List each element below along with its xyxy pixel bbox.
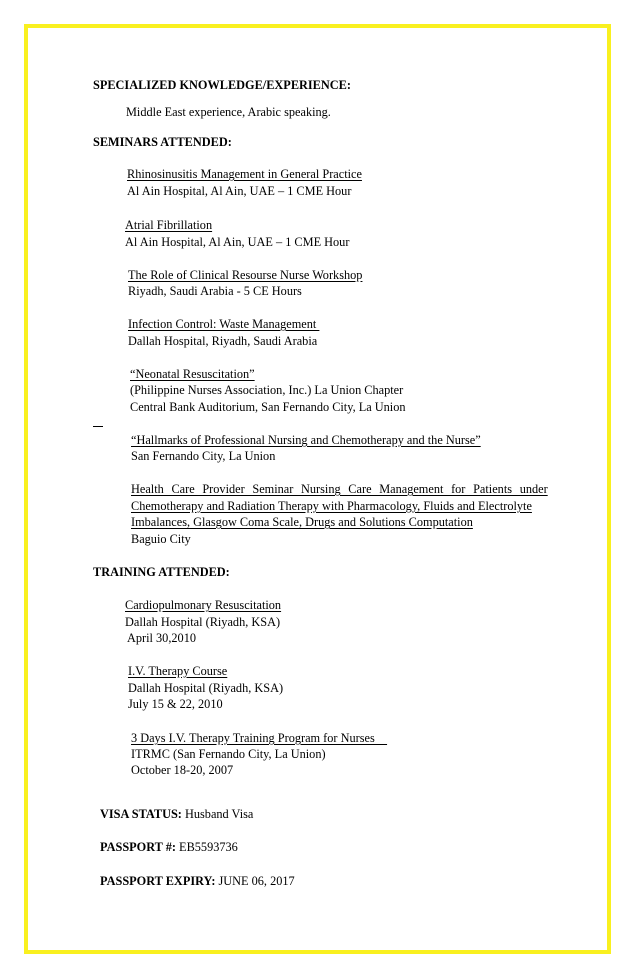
- passport-number-value: EB5593736: [175, 840, 238, 854]
- passport-expiry-value: JUNE 06, 2017: [215, 874, 295, 888]
- training-title: 3 Days I.V. Therapy Training Program for Nurses: [131, 731, 388, 745]
- seminar-organizer: (Philippine Nurses Association, Inc.) La Union Chapter: [130, 383, 404, 397]
- specialized-heading: SPECIALIZED KNOWLEDGE/EXPERIENCE:: [93, 78, 351, 92]
- seminars-heading: SEMINARS ATTENDED:: [93, 135, 232, 149]
- stray-dash: [93, 426, 103, 427]
- visa-status-value: Husband Visa: [181, 807, 254, 821]
- visa-status: [100, 807, 253, 822]
- seminar-title: “Neonatal Resuscitation”: [130, 367, 255, 381]
- passport-number-label: PASSPORT #:: [100, 840, 176, 854]
- training-location: Dallah Hospital (Riyadh, KSA): [128, 681, 284, 695]
- seminar-location: Riyadh, Saudi Arabia - 5 CE Hours: [128, 284, 302, 298]
- seminar-title: “Hallmarks of Professional Nursing and Chemotherapy and the Nurse”: [131, 433, 481, 447]
- specialized-text: Middle East experience, Arabic speaking.: [126, 105, 331, 119]
- seminar-title-line: Chemotherapy and Radiation Therapy with Pharmacology, Fluids and Electrolyte: [131, 499, 532, 513]
- training-date: October 18-20, 2007: [131, 763, 234, 777]
- training-date: April 30,2010: [127, 631, 196, 645]
- seminar-title: Rhinosinusitis Management in General Practice: [127, 167, 362, 181]
- seminar-location: Al Ain Hospital, Al Ain, UAE – 1 CME Hour: [125, 235, 350, 249]
- training-location: ITRMC (San Fernando City, La Union): [131, 747, 326, 761]
- seminar-title: The Role of Clinical Resourse Nurse Workshop: [128, 268, 363, 282]
- passport-number: [100, 840, 238, 855]
- seminar-location: Dallah Hospital, Riyadh, Saudi Arabia: [128, 334, 318, 348]
- seminar-title: Infection Control: Waste Management: [128, 317, 320, 331]
- training-title: Cardiopulmonary Resuscitation: [125, 598, 282, 612]
- seminar-title: Atrial Fibrillation: [125, 218, 213, 232]
- seminar-location: Central Bank Auditorium, San Fernando City, La Union: [130, 400, 406, 414]
- passport-expiry: [100, 874, 295, 889]
- seminar-location: Baguio City: [131, 532, 191, 546]
- seminar-location: Al Ain Hospital, Al Ain, UAE – 1 CME Hour: [127, 184, 352, 198]
- passport-expiry-label: PASSPORT EXPIRY:: [100, 874, 216, 888]
- training-date: July 15 & 22, 2010: [128, 697, 223, 711]
- training-location: Dallah Hospital (Riyadh, KSA): [125, 615, 281, 629]
- seminar-title-line: Imbalances, Glasgow Coma Scale, Drugs and Solutions Computation: [131, 515, 473, 529]
- visa-status-label: VISA STATUS:: [100, 807, 182, 821]
- seminar-location: San Fernando City, La Union: [131, 449, 276, 463]
- training-title: I.V. Therapy Course: [128, 664, 228, 678]
- training-heading: TRAINING ATTENDED:: [93, 565, 230, 579]
- seminar-title-line: Health Care Provider Seminar Nursing Care Management for Patients under: [131, 482, 548, 496]
